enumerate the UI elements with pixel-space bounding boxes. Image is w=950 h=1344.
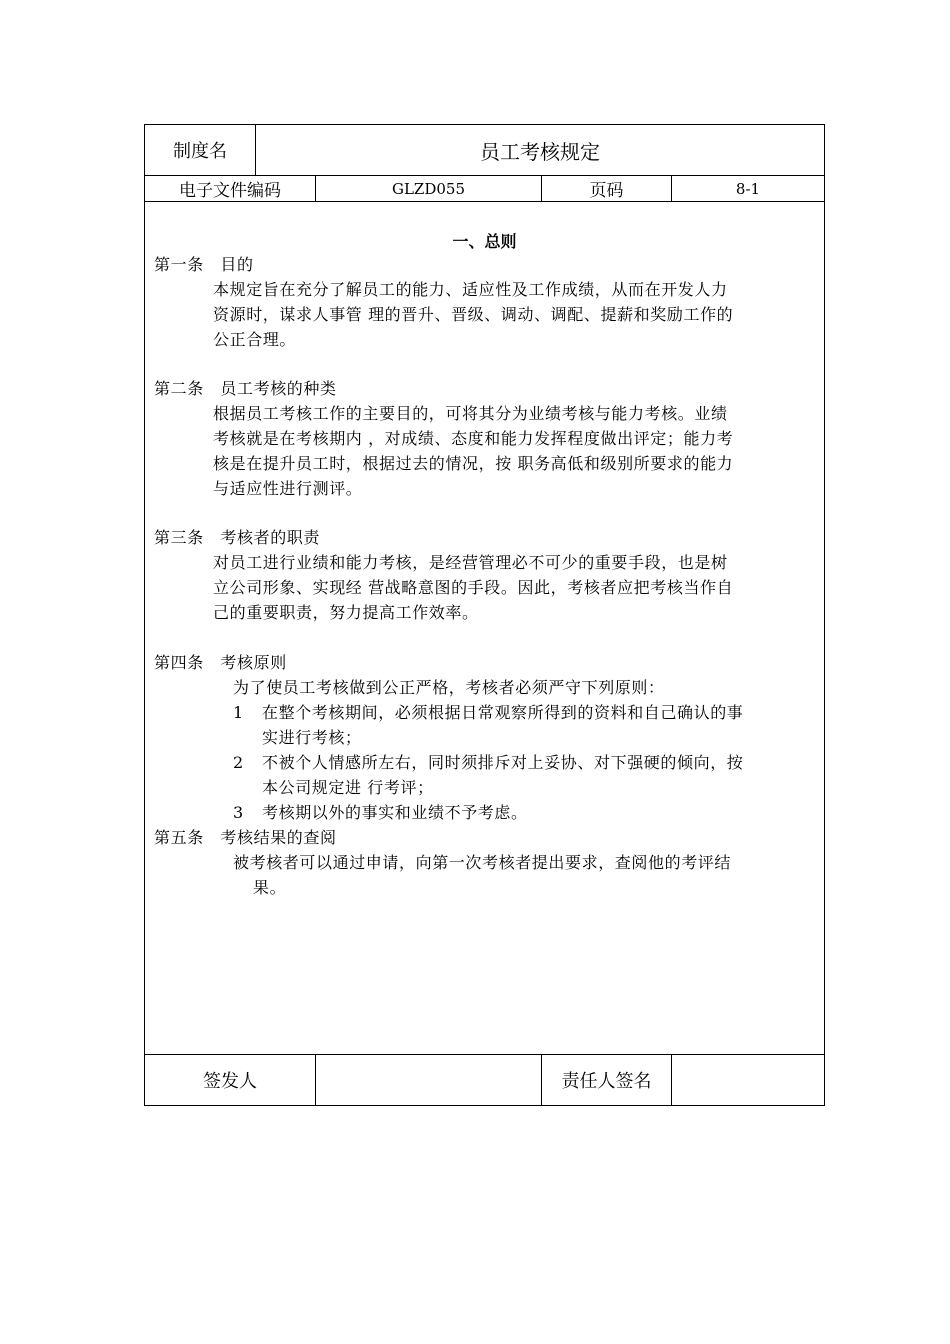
signature-row bbox=[145, 1055, 824, 1105]
article-4-item-3-num: 3 bbox=[233, 803, 244, 822]
article-4-item-1-line-1: 在整个考核期间，必须根据日常观察所得到的资料和自己确认的事 bbox=[262, 703, 744, 722]
article-3-line-1: 对员工进行业绩和能力考核，是经营管理必不可少的重要手段，也是树 bbox=[213, 553, 728, 572]
document-body bbox=[145, 202, 824, 1055]
article-5-title: 第五条 考核结果的查阅 bbox=[154, 828, 337, 847]
article-4-item-1-num: 1 bbox=[233, 703, 244, 722]
code-row bbox=[145, 176, 824, 202]
code-value: GLZD055 bbox=[315, 176, 541, 201]
article-4-item-1-line-2: 实进行考核； bbox=[262, 728, 362, 747]
article-2-title: 第二条 员工考核的种类 bbox=[154, 379, 337, 398]
article-1-title: 第一条 目的 bbox=[154, 255, 254, 274]
article-3-title: 第三条 考核者的职责 bbox=[154, 528, 321, 547]
name-label: 制度名 bbox=[173, 141, 227, 162]
article-4-item-3-line-1: 考核期以外的事实和业绩不予考虑。 bbox=[262, 803, 528, 822]
article-4-item-2-line-2: 本公司规定进 行考评； bbox=[262, 778, 434, 797]
title-row bbox=[145, 125, 824, 176]
article-3-line-3: 己的重要职责，努力提高工作效率。 bbox=[213, 603, 479, 622]
page-label: 页码 bbox=[541, 176, 671, 201]
article-5-line-1: 被考核者可以通过申请，向第一次考核者提出要求，查阅他的考评结 bbox=[233, 853, 732, 872]
regulation-document bbox=[144, 124, 825, 1106]
document-title: 员工考核规定 bbox=[255, 125, 824, 175]
article-5-line-2: 果。 bbox=[253, 878, 287, 897]
article-4-title: 第四条 考核原则 bbox=[154, 653, 287, 672]
article-2-line-4: 与适应性进行测评。 bbox=[213, 479, 363, 498]
section-title: 一、总则 bbox=[452, 232, 517, 251]
article-1-line-2: 资源时，谋求人事管 理的晋升、晋级、调动、调配、提薪和奖励工作的 bbox=[213, 305, 734, 324]
page-value: 8-1 bbox=[671, 176, 824, 201]
article-4-item-2-num: 2 bbox=[233, 753, 244, 772]
responsible-value bbox=[671, 1055, 824, 1105]
article-2-line-1: 根据员工考核工作的主要目的，可将其分为业绩考核与能力考核。业绩 bbox=[213, 404, 728, 423]
article-1-line-1: 本规定旨在充分了解员工的能力、适应性及工作成绩，从而在开发人力 bbox=[213, 280, 728, 299]
article-1-line-3: 公正合理。 bbox=[213, 330, 297, 349]
article-3-line-2: 立公司形象、实现经 营战略意图的手段。因此，考核者应把考核当作自 bbox=[213, 578, 734, 597]
article-4-intro: 为了使员工考核做到公正严格，考核者必须严守下列原则： bbox=[233, 678, 665, 697]
article-4-item-2-line-1: 不被个人情感所左右，同时须排斥对上妥协、对下强硬的倾向，按 bbox=[262, 753, 744, 772]
article-2-line-3: 核是在提升员工时，根据过去的情况，按 职务高低和级别所要求的能力 bbox=[213, 454, 734, 473]
issuer-value bbox=[315, 1055, 541, 1105]
article-2-line-2: 考核就是在考核期内 ，对成绩、态度和能力发挥程度做出评定；能力考 bbox=[213, 429, 734, 448]
issuer-label: 签发人 bbox=[203, 1071, 257, 1092]
responsible-label: 责任人签名 bbox=[541, 1055, 671, 1105]
code-label: 电子文件编码 bbox=[179, 181, 281, 201]
